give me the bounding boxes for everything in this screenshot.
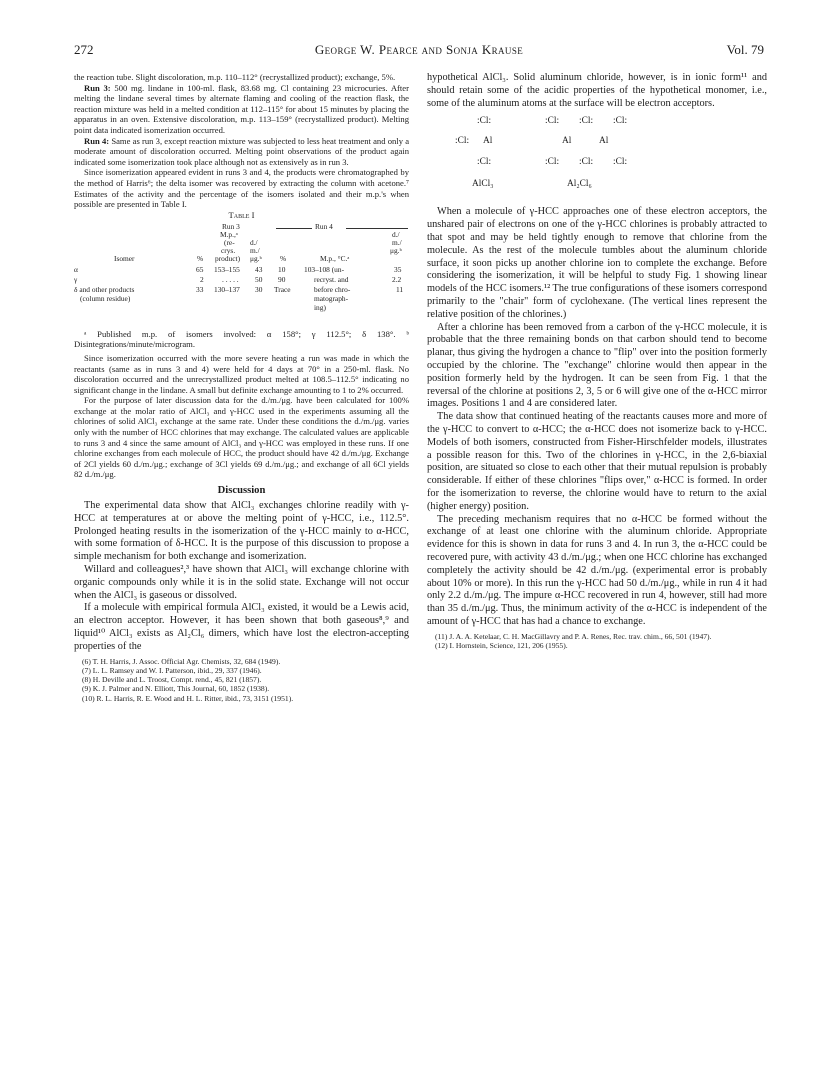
table-rule	[346, 228, 408, 229]
run-4-text: Same as run 3, except reaction mixture was subjected to less heat treatment and only a moderate amount of discoloration occurred. Melting point observations of the product again indicated some isomerization took place although not as extensively as in run 3.	[74, 135, 410, 167]
table-cell: δ and other products	[74, 284, 135, 294]
paragraph: The data show that continued heating of the reactants causes more and more of the γ-HCC to convert to α-HCC; the α-HCC does not isomerize back to γ-HCC. Models of both isomers, constructed from Fisher-Hirschfelder models, illustrates a possible reason for this. Two of the chlorines in γ-HCC, in the 2,6-biaxial position, are situated so close to each other that their mutual repulsion is probably considerable. If either of these chlorines "flips over," α-HCC is formed. In order for the isomerization to reverse, the chlorine would have to return to the axial (higher energy) position.	[427, 411, 767, 512]
paragraph: After a chlorine has been removed from a carbon of the γ-HCC molecule, it is probable that the three remaining bonds on that carbon should tend to become planar, thus giving the hydrogen a chance to "flip" over into the position formerly occupied by the chlorine. The "exchange" chlorine would then appear in the position formerly held by the hydrogen. It can be seen from Fig. 1 that the reversal of the chlorine at positions 2, 3, 5 or 6 will give one of the α-HCC mirror images. Positions 1 and 4 are considered later.	[427, 321, 767, 410]
table-header: crys.	[221, 245, 236, 255]
table-header: μg.ᵇ	[250, 253, 262, 263]
table-cell: 33	[196, 284, 204, 294]
table-header: μg.ᵇ	[390, 245, 402, 255]
chlorine-atom: :Cl:	[477, 116, 492, 127]
paragraph: The experimental data show that AlCl₃ exchanges chlorine readily with γ-HCC at temperatures at or above the melting point of γ-HCC, i.e., 112.5°. Prolonged heating results in the isomerization of the γ-HCC mainly to α-HCC, with some formation of δ-HCC. It is the purpose of this discussion to propose a simple mechanism for both exchange and isomerization.	[74, 500, 409, 563]
chlorine-atom: :Cl:	[545, 157, 560, 168]
table-cell: 65	[196, 264, 204, 274]
table-cell: 153–155	[214, 264, 240, 274]
reference-list	[427, 632, 767, 651]
table-header: (re-	[224, 237, 235, 247]
table-cell: 35	[394, 264, 402, 274]
table-header: m./	[392, 237, 402, 247]
table-header: Run 3	[222, 221, 240, 231]
section-heading: Discussion	[217, 485, 266, 497]
chlorine-atom: :Cl:	[477, 157, 492, 168]
table-cell: 2.2	[392, 274, 402, 284]
aluminum-atom: Al	[562, 136, 572, 147]
paragraph: hypothetical AlCl₃. Solid aluminum chloride, however, is in ionic form¹¹ and should retain some of the acidic properties of the hypothetical monomer, i.e., some of the aluminum atoms at the surface will be electron acceptors.	[427, 72, 767, 109]
structure-label: Al₂Cl₆	[567, 179, 592, 190]
reference-list	[74, 657, 409, 703]
run-3-text: 500 mg. lindane in 100-ml. flask, 83.68 mg. Cl containing 23 microcuries. After melting the lindane several times by alternate flaming and cooling of the reaction flask, the reaction mixture was held in a melted condition at 112–115° for about 15 minutes by placing the apparatus in an oven. Extensive discoloration, m.p. 113–159° (recrystallized product). Melting point data indicated isomerization occurred.	[74, 82, 409, 135]
aluminum-atom: Al	[599, 136, 609, 147]
table-cell: Trace	[274, 284, 291, 294]
chlorine-atom: :Cl:	[613, 116, 628, 127]
table-title: Table I	[228, 209, 255, 220]
table-cell: α	[74, 264, 78, 274]
table-cell: 11	[396, 284, 404, 294]
page-number: 272	[74, 42, 94, 57]
chlorine-atom: :Cl:	[545, 116, 560, 127]
table-cell: 50	[255, 274, 263, 284]
reference: (10) R. L. Harris, R. E. Wood and H. L. Ritter, ibid., 73, 3151 (1951).	[82, 693, 294, 703]
table-header: M.p.,ᵃ	[220, 229, 238, 239]
table-header: m./	[250, 245, 260, 255]
chlorine-atom: :Cl:	[613, 157, 628, 168]
table-cell: 130–137	[214, 284, 240, 294]
paragraph: When a molecule of γ-HCC approaches one of these electron acceptors, the unshared pair of electrons on one of the γ-HCC chlorines is probably attracted to that spot and may be held tightly enough to remove that chlorine from the molecule. As the rest of the molecule tumbles about the aluminum chloride surface, it soon picks up another chlorine ion to complete the exchange. Before considering the isomerization, it will be helpful to study Fig. 1 showing linear models of the HCC isomers.¹² The true configurations of these isomers correspond primarily to the "chair" form of cyclohexane. (The vertical lines represent the relative position of the chlorines.)	[427, 206, 767, 320]
table-1	[74, 223, 409, 327]
chlorine-atom: :Cl:	[579, 116, 594, 127]
table-header: Run 4	[315, 221, 333, 231]
run-3-heading: Run 3:	[84, 82, 111, 93]
paragraph: If a molecule with empirical formula AlCl₃ existed, it would be a Lewis acid, an electron acceptor. However, it has been shown that both gaseous⁸,⁹ and liquid¹⁰ AlCl₃ exists as Al₂Cl₆ dimers, which have lost the electron-accepting properties of the	[74, 602, 409, 652]
table-header: Isomer	[114, 253, 135, 263]
paragraph: the reaction tube. Slight discoloration, m.p. 110–112° (recrystallized product); exchange, 5%.	[74, 72, 396, 82]
paragraph: Since isomerization occurred with the more severe heating a run was made in which the reactants (same as in runs 3 and 4) were held for 4 days at 70° in a 250-ml. flask. No discoloration occurred and the unrecrystallized product melted at 108.5–112.5° indicating no significant change in the lindane. A small but definite exchange amounting to 1 to 2% occurred.	[74, 352, 409, 395]
table-header: d./	[250, 237, 258, 247]
table-header: %	[280, 253, 287, 263]
table-cell: (column residue)	[80, 293, 131, 303]
structure-label: AlCl₃	[472, 179, 494, 190]
table-cell: γ	[74, 274, 78, 284]
run-3-paragraph	[74, 83, 409, 136]
run-4-paragraph	[74, 136, 409, 168]
volume-label: Vol. 79	[726, 42, 764, 57]
reference: (9) K. J. Palmer and N. Elliott, This Journal, 60, 1852 (1938).	[82, 684, 270, 694]
paragraph: The preceding mechanism requires that no α-HCC be formed without the exchange of at least one chlorine with the aluminum chloride. Appropriate evidence for this is shown in data for runs 3 and 4. In run 3, the α-HCC could be recovered pure, with activity 43 d./m./μg.; when one HCC chlorine has exchanged completely the activity should be 42 d./m./μg. (experimental error is probably about 10% or more). In this run the γ-HCC had 50 d./m./μg., while in run 4 it had only 2.2 d./m./μg. The impure α-HCC recovered in run 4, however, still had more than 35 d./m./μg. Thus, the minimum activity of the α-HCC is independent of the amount of γ-HCC that has had a chance to exchange.	[427, 513, 767, 627]
table-cell: 103–108 (un-	[304, 264, 345, 274]
table-cell: matograph-	[314, 293, 349, 303]
table-header: d./	[392, 229, 400, 239]
table-header: M.p., °C.ᵃ	[320, 253, 350, 263]
aluminum-chloride-structures	[427, 114, 767, 204]
left-column	[74, 72, 409, 703]
reference: (11) J. A. A. Ketelaar, C. H. MacGillavry and P. A. Renes, Rec. trav. chim., 66, 501 (1947).	[435, 631, 712, 641]
running-head	[74, 42, 764, 58]
paragraph: For the purpose of later discussion data for the d./m./μg. have been calculated for 100% exchange at the molar ratio of AlCl₃ and γ-HCC used in the experiments assuming all the chlorines of solid AlCl₃ exchange at the same rate. Under these conditions the d./m./μg. varies only with the number of HCC chlorines that may exchange. The calculated values are applicable to runs 3 and 4 since the same amount of AlCl₃ and γ-HCC was employed in these runs. If one chlorine exchanges from each molecule of HCC, the product should have 42 d./m./μg. Exchange of 2Cl yields 60 d./m./μg.; exchange of 3Cl yields 69 d./m./μg.; and exchange of all 6Cl yields 82 d./m./μg.	[74, 395, 409, 480]
table-cell: recryst. and	[314, 274, 349, 284]
table-cell: 2	[200, 274, 204, 284]
chlorine-atom: :Cl:	[455, 136, 470, 147]
table-cell: 30	[255, 284, 263, 294]
run-4-heading: Run 4:	[84, 135, 110, 146]
table-rule	[276, 228, 312, 229]
table-cell: before chro-	[314, 284, 351, 294]
chlorine-atom: :Cl:	[579, 157, 594, 168]
table-header: product)	[215, 253, 241, 263]
reference: (7) L. L. Ramsey and W. I. Patterson, ibid., 29, 337 (1946).	[82, 665, 262, 675]
right-column	[427, 72, 767, 650]
paragraph: Since isomerization appeared evident in runs 3 and 4, the products were chromatographed by the method of Harris⁶; the delta isomer was recovered by extracting the column with acetone.⁷ Estimates of the activity and the percentage of the isomers isolated and their m.p.'s when possible are presented in Table I.	[74, 167, 409, 210]
table-cell: . . . . .	[222, 274, 239, 284]
table-footnote: ᵃ Published m.p. of isomers involved: α 158°; γ 112.5°; δ 138°. ᵇ Disintegrations/minute/microgram.	[74, 328, 409, 350]
aluminum-atom: Al	[483, 136, 493, 147]
table-cell: 90	[278, 274, 286, 284]
table-cell: 43	[255, 264, 263, 274]
reference: (12) I. Hornstein, Science, 121, 206 (1955).	[435, 640, 568, 650]
table-header: %	[197, 253, 204, 263]
running-title: George W. Pearce and Sonja Krause	[314, 42, 524, 57]
paragraph: Willard and colleagues²,³ have shown that AlCl₃ will exchange chlorine with organic compounds only while it is in the solid state. Exchange will not occur when the AlCl₃ is gaseous or dissolved.	[74, 564, 409, 601]
table-cell: ing)	[314, 302, 326, 312]
reference: (8) H. Deville and L. Troost, Compt. rend., 45, 821 (1857).	[82, 675, 262, 685]
table-cell: 10	[278, 264, 286, 274]
reference: (6) T. H. Harris, J. Assoc. Official Agr. Chemists, 32, 684 (1949).	[82, 656, 281, 666]
